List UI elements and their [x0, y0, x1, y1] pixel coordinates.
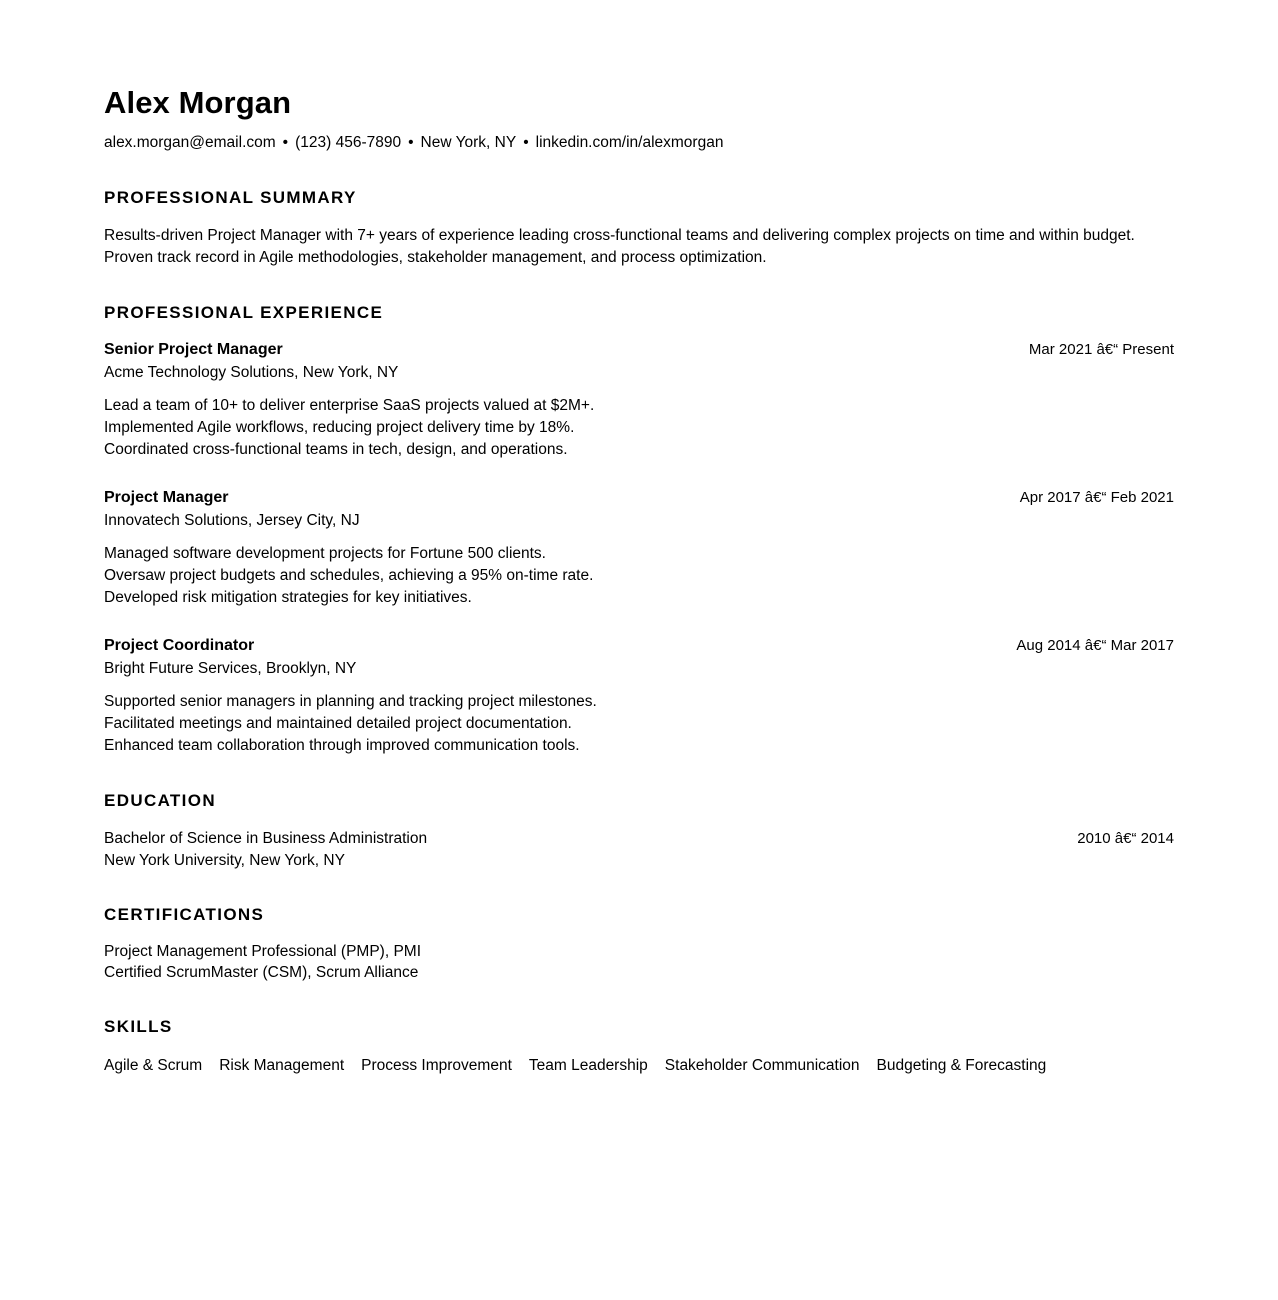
education-date-range: 2010 â€“ 2014	[1077, 829, 1174, 847]
skill-item: Process Improvement	[361, 1056, 512, 1074]
education-entry	[104, 829, 1174, 871]
contact-phone: (123) 456-7890	[295, 134, 402, 152]
job-title: Project Coordinator	[104, 637, 255, 655]
education-entry-header	[104, 829, 1174, 849]
resume-header	[104, 86, 1174, 154]
skill-item: Team Leadership	[528, 1056, 648, 1074]
job-description-list	[104, 543, 1174, 609]
job-description-line: Coordinated cross-functional teams in tech, design, and operations.	[104, 441, 568, 459]
section-professional-experience	[104, 303, 1174, 757]
experience-entry-header	[104, 636, 1174, 657]
contact-linkedin[interactable]: linkedin.com/in/alexmorgan	[535, 134, 724, 152]
job-description-list	[104, 395, 1174, 461]
certification-item: Project Management Professional (PMP), PMI	[104, 943, 422, 961]
candidate-name: Alex Morgan	[104, 85, 292, 120]
certification-item: Certified ScrumMaster (CSM), Scrum Alliance	[104, 963, 419, 981]
skill-item: Agile & Scrum	[104, 1056, 203, 1074]
job-title: Project Manager	[104, 489, 229, 507]
skill-item: Risk Management	[219, 1056, 345, 1074]
contact-email: alex.morgan@email.com	[104, 134, 276, 152]
experience-entry	[104, 340, 1174, 461]
section-professional-summary	[104, 188, 1174, 269]
section-heading-professional-summary: PROFESSIONAL SUMMARY	[104, 187, 357, 207]
job-title: Senior Project Manager	[104, 341, 283, 359]
section-heading-certifications: CERTIFICATIONS	[104, 904, 265, 924]
skill-item: Budgeting & Forecasting	[876, 1056, 1047, 1074]
contact-line	[104, 133, 1174, 153]
experience-entry-header	[104, 488, 1174, 509]
section-certifications	[104, 905, 1174, 983]
job-description-line: Lead a team of 10+ to deliver enterprise SaaS projects valued at $2M+.	[104, 397, 595, 415]
section-heading-professional-experience: PROFESSIONAL EXPERIENCE	[104, 303, 384, 322]
section-skills	[104, 1017, 1174, 1076]
section-heading-education: EDUCATION	[104, 791, 216, 811]
skill-item: Stakeholder Communication	[664, 1056, 860, 1074]
section-education	[104, 791, 1174, 871]
contact-separator-icon: •	[282, 134, 289, 152]
job-company-location: Innovatech Solutions, Jersey City, NJ	[104, 512, 360, 530]
certifications-list	[104, 942, 1174, 983]
job-description-line: Managed software development projects for Fortune 500 clients.	[104, 545, 546, 563]
job-description-line: Developed risk mitigation strategies for key initiatives.	[104, 589, 472, 607]
job-date-range: Aug 2014 â€“ Mar 2017	[1016, 637, 1174, 655]
education-list	[104, 829, 1174, 871]
section-heading-skills: SKILLS	[104, 1017, 173, 1037]
experience-entry-header	[104, 340, 1174, 361]
job-date-range: Apr 2017 â€“ Feb 2021	[1019, 489, 1174, 507]
job-description-line: Oversaw project budgets and schedules, achieving a 95% on-time rate.	[104, 567, 594, 585]
job-description-list	[104, 691, 1174, 757]
job-description-line: Implemented Agile workflows, reducing project delivery time by 18%.	[104, 419, 575, 437]
experience-entry	[104, 488, 1174, 609]
education-school: New York University, New York, NY	[104, 851, 345, 869]
education-degree: Bachelor of Science in Business Administration	[104, 829, 428, 847]
job-description-line: Supported senior managers in planning and tracking project milestones.	[104, 693, 597, 711]
summary-text: Results-driven Project Manager with 7+ years of experience leading cross-functional teams and delivering complex projects on time and within budget. Proven track record in Agile methodologies, stakeholder management, and process optimization.	[104, 227, 1135, 266]
skills-list	[104, 1055, 1174, 1077]
experience-entry	[104, 636, 1174, 757]
resume-content-column	[104, 86, 1174, 1076]
job-date-range: Mar 2021 â€“ Present	[1028, 341, 1174, 359]
job-company-location: Acme Technology Solutions, New York, NY	[104, 364, 399, 382]
contact-separator-icon: •	[408, 134, 414, 152]
contact-location: New York, NY	[420, 134, 517, 152]
job-description-line: Enhanced team collaboration through improved communication tools.	[104, 737, 580, 755]
contact-separator-icon: •	[523, 134, 529, 152]
job-description-line: Facilitated meetings and maintained detailed project documentation.	[104, 715, 572, 733]
experience-list	[104, 340, 1174, 757]
job-company-location: Bright Future Services, Brooklyn, NY	[104, 660, 357, 678]
